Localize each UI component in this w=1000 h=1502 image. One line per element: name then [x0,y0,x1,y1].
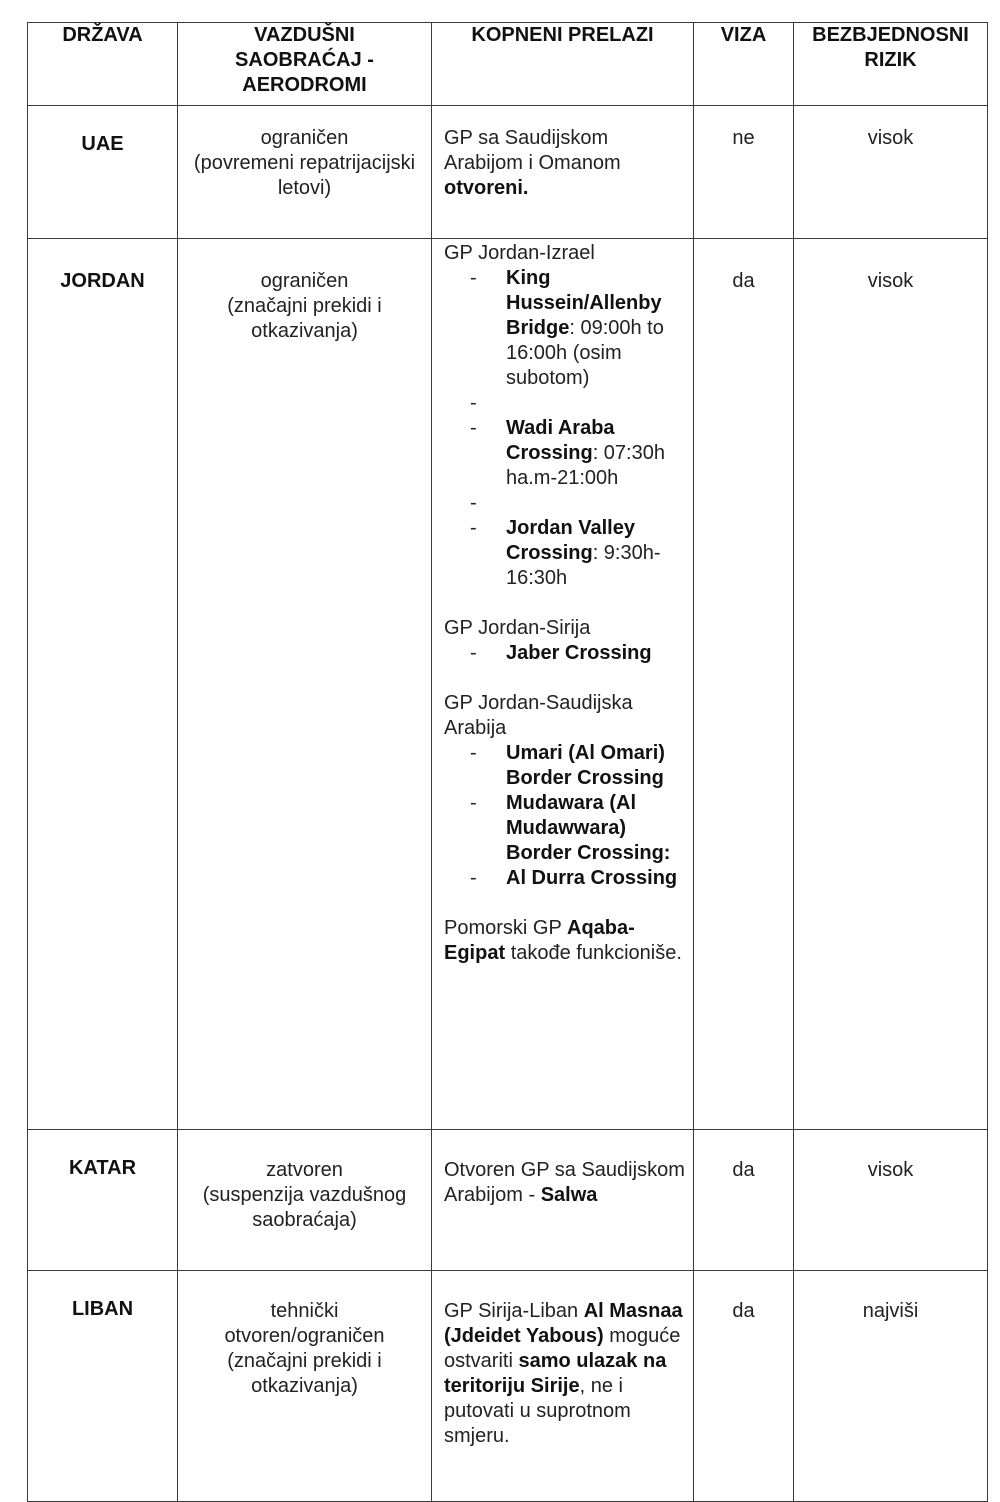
spacer [444,391,685,416]
air-note-liban: (značajni prekidi i otkazivanja) [227,1350,382,1397]
crossing-name: Wadi Araba Crossing [506,417,615,464]
land-text-liban-1: GP Sirija-Liban [444,1300,579,1322]
crossing-name: Jordan Valley Crossing [506,517,635,564]
air-status-uae: ograničen [260,127,349,149]
spacer [444,666,685,691]
sea-crossing-text [444,916,685,966]
risk-cell-uae: visok [794,106,988,239]
air-note-katar: (suspenzija vazdušnog saobraćaja) [202,1184,407,1231]
sea-crossing-name: Aqaba-Egipat [444,917,635,964]
list-item [444,866,685,891]
header-state: DRŽAVA [28,23,178,106]
crossing-hours: : 07:30h ha.m-21:00h [506,442,665,489]
air-status-liban: tehnički otvoren/ograničen [224,1300,385,1347]
table-row-uae [28,106,988,239]
table-row-liban [28,1271,988,1502]
header-air: VAZDUŠNI SAOBRAĆAJ - AERODROMI [178,23,432,106]
air-status-katar: zatvoren [266,1159,343,1181]
visa-cell-jordan: da [694,239,794,1130]
crossing-hours: : 9:30h-16:30h [506,542,661,589]
visa-cell-uae: ne [694,106,794,239]
air-cell-katar [178,1130,432,1271]
syria-crossings-list [444,641,685,666]
air-cell-uae [178,106,432,239]
israel-crossings-list [444,266,685,591]
air-cell-jordan [178,239,432,1130]
land-bold-uae: otvoreni. [444,177,529,199]
visa-cell-liban: da [694,1271,794,1502]
visa-cell-katar: da [694,1130,794,1271]
state-cell-uae: UAE [28,106,178,239]
list-item [444,791,685,866]
crossing-name: Al Durra Crossing [506,867,678,889]
sea-prefix: Pomorski GP [444,917,562,939]
header-visa: VIZA [694,23,794,106]
list-item [444,416,685,491]
land-bold-liban-2: Al Masnaa (Jdeidet Yabous) [444,1300,683,1347]
air-cell-liban [178,1271,432,1502]
israel-heading: GP Jordan-Izrael [444,242,595,264]
land-bold-katar: Salwa [540,1184,598,1206]
crossing-name: King Hussein/Allenby Bridge [506,267,662,339]
air-note-uae: (povremeni repatrijacijski letovi) [193,152,416,199]
land-cell-jordan [432,239,694,1130]
risk-cell-katar: visok [794,1130,988,1271]
land-bold-liban-4: samo ulazak na teritoriju Sirije [444,1350,667,1397]
crossing-name: Umari (Al Omari) Border Crossing [506,742,665,789]
land-text-uae: GP sa Saudijskom Arabijom i Omanom [444,127,621,174]
saudi-heading: GP Jordan-Saudijska Arabija [444,692,633,739]
risk-cell-jordan: visok [794,239,988,1130]
land-text-liban-5: , ne i putovati u suprotnom smjeru. [444,1375,631,1447]
land-cell-katar [432,1130,694,1271]
land-cell-uae [432,106,694,239]
sea-suffix: takođe funkcioniše. [510,942,682,964]
header-risk: BEZBJEDNOSNI RIZIK [794,23,988,106]
saudi-crossings-list [444,741,685,891]
header-land: KOPNENI PRELAZI [432,23,694,106]
crossing-name: Mudawara (Al Mudawwara) Border Crossing: [506,792,671,864]
state-cell-katar: KATAR [28,1130,178,1271]
header-row [28,23,988,106]
land-cell-liban [432,1271,694,1502]
list-item [444,641,685,666]
table-row-jordan [28,239,988,1130]
spacer [444,891,685,916]
state-cell-jordan: JORDAN [28,239,178,1130]
risk-cell-liban: najviši [794,1271,988,1502]
land-text-liban-3: moguće ostvariti [444,1325,681,1372]
air-status-jordan: ograničen [260,270,349,292]
country-travel-table [27,22,988,1502]
table-row-katar [28,1130,988,1271]
syria-heading: GP Jordan-Sirija [444,617,591,639]
crossing-hours: : 09:00h to 16:00h (osim subotom) [506,317,664,389]
state-cell-liban: LIBAN [28,1271,178,1502]
air-note-jordan: (značajni prekidi i otkazivanja) [227,295,382,342]
list-item [444,266,685,391]
land-text-katar: Otvoren GP sa Saudijskom Arabijom - [444,1159,685,1206]
list-item [444,741,685,791]
spacer [444,591,685,616]
crossing-name: Jaber Crossing [506,642,652,664]
list-item [444,516,685,591]
spacer [444,491,685,516]
